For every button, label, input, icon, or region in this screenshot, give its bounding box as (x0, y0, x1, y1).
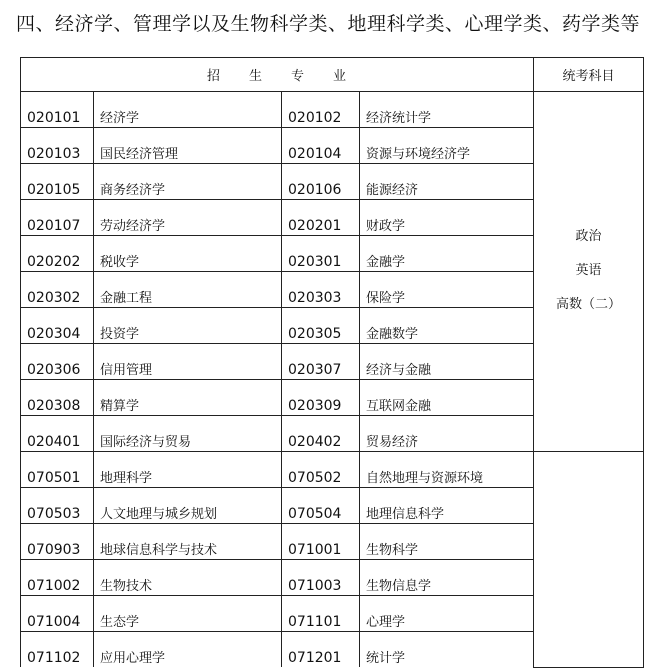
exam-subject: 高数（二） (556, 297, 622, 312)
major-code: 020104 (282, 128, 360, 164)
exam-subjects-cell-empty (534, 452, 644, 668)
major-name: 经济学 (94, 92, 282, 128)
major-code: 020304 (21, 308, 94, 344)
major-code: 020307 (282, 344, 360, 380)
major-code: 020102 (282, 92, 360, 128)
page-title: 四、经济学、管理学以及生物科学类、地理科学类、心理学类、药学类等 (15, 13, 640, 35)
major-name: 投资学 (94, 308, 282, 344)
major-name: 生物科学 (360, 524, 534, 560)
major-code: 071201 (282, 632, 360, 668)
major-name: 自然地理与资源环境 (360, 452, 534, 488)
major-name: 金融数学 (360, 308, 534, 344)
major-name: 统计学 (360, 632, 534, 668)
major-code: 020105 (21, 164, 94, 200)
exam-subject: 英语 (575, 263, 602, 278)
table-header-row (21, 58, 644, 92)
major-code: 071003 (282, 560, 360, 596)
major-name: 地理科学 (94, 452, 282, 488)
major-code: 020103 (21, 128, 94, 164)
major-name: 地球信息科学与技术 (94, 524, 282, 560)
major-name: 税收学 (94, 236, 282, 272)
major-name: 应用心理学 (94, 632, 282, 668)
major-name: 能源经济 (360, 164, 534, 200)
major-code: 020401 (21, 416, 94, 452)
major-name: 贸易经济 (360, 416, 534, 452)
major-name: 经济统计学 (360, 92, 534, 128)
major-code: 071004 (21, 596, 94, 632)
major-code: 020101 (21, 92, 94, 128)
major-code: 071001 (282, 524, 360, 560)
major-name: 经济与金融 (360, 344, 534, 380)
major-name: 互联网金融 (360, 380, 534, 416)
table-row (21, 92, 644, 128)
major-code: 070504 (282, 488, 360, 524)
major-name: 生物信息学 (360, 560, 534, 596)
major-code: 020201 (282, 200, 360, 236)
major-code: 020106 (282, 164, 360, 200)
major-name: 生态学 (94, 596, 282, 632)
major-code: 020306 (21, 344, 94, 380)
major-name: 商务经济学 (94, 164, 282, 200)
major-code: 071101 (282, 596, 360, 632)
major-code: 071002 (21, 560, 94, 596)
major-code: 071102 (21, 632, 94, 668)
major-name: 劳动经济学 (94, 200, 282, 236)
major-name: 国际经济与贸易 (94, 416, 282, 452)
major-code: 070903 (21, 524, 94, 560)
major-code: 020107 (21, 200, 94, 236)
exam-subject: 政治 (575, 229, 602, 244)
major-name: 资源与环境经济学 (360, 128, 534, 164)
major-name: 心理学 (360, 596, 534, 632)
major-code: 020402 (282, 416, 360, 452)
header-major: 招 生 专 业 (21, 58, 534, 92)
major-code: 020303 (282, 272, 360, 308)
major-code: 070503 (21, 488, 94, 524)
major-name: 金融工程 (94, 272, 282, 308)
major-code: 020302 (21, 272, 94, 308)
major-name: 国民经济管理 (94, 128, 282, 164)
major-code: 020308 (21, 380, 94, 416)
major-code: 020305 (282, 308, 360, 344)
major-name: 精算学 (94, 380, 282, 416)
major-code: 020301 (282, 236, 360, 272)
major-code: 070501 (21, 452, 94, 488)
major-code: 020309 (282, 380, 360, 416)
table-row (21, 452, 644, 488)
major-name: 金融学 (360, 236, 534, 272)
major-name: 信用管理 (94, 344, 282, 380)
major-name: 人文地理与城乡规划 (94, 488, 282, 524)
major-code: 070502 (282, 452, 360, 488)
major-name: 保险学 (360, 272, 534, 308)
header-subjects: 统考科目 (534, 58, 644, 92)
major-code: 020202 (21, 236, 94, 272)
enrollment-table (20, 57, 644, 668)
major-name: 财政学 (360, 200, 534, 236)
major-name: 地理信息科学 (360, 488, 534, 524)
exam-subjects-cell (534, 92, 644, 452)
major-name: 生物技术 (94, 560, 282, 596)
